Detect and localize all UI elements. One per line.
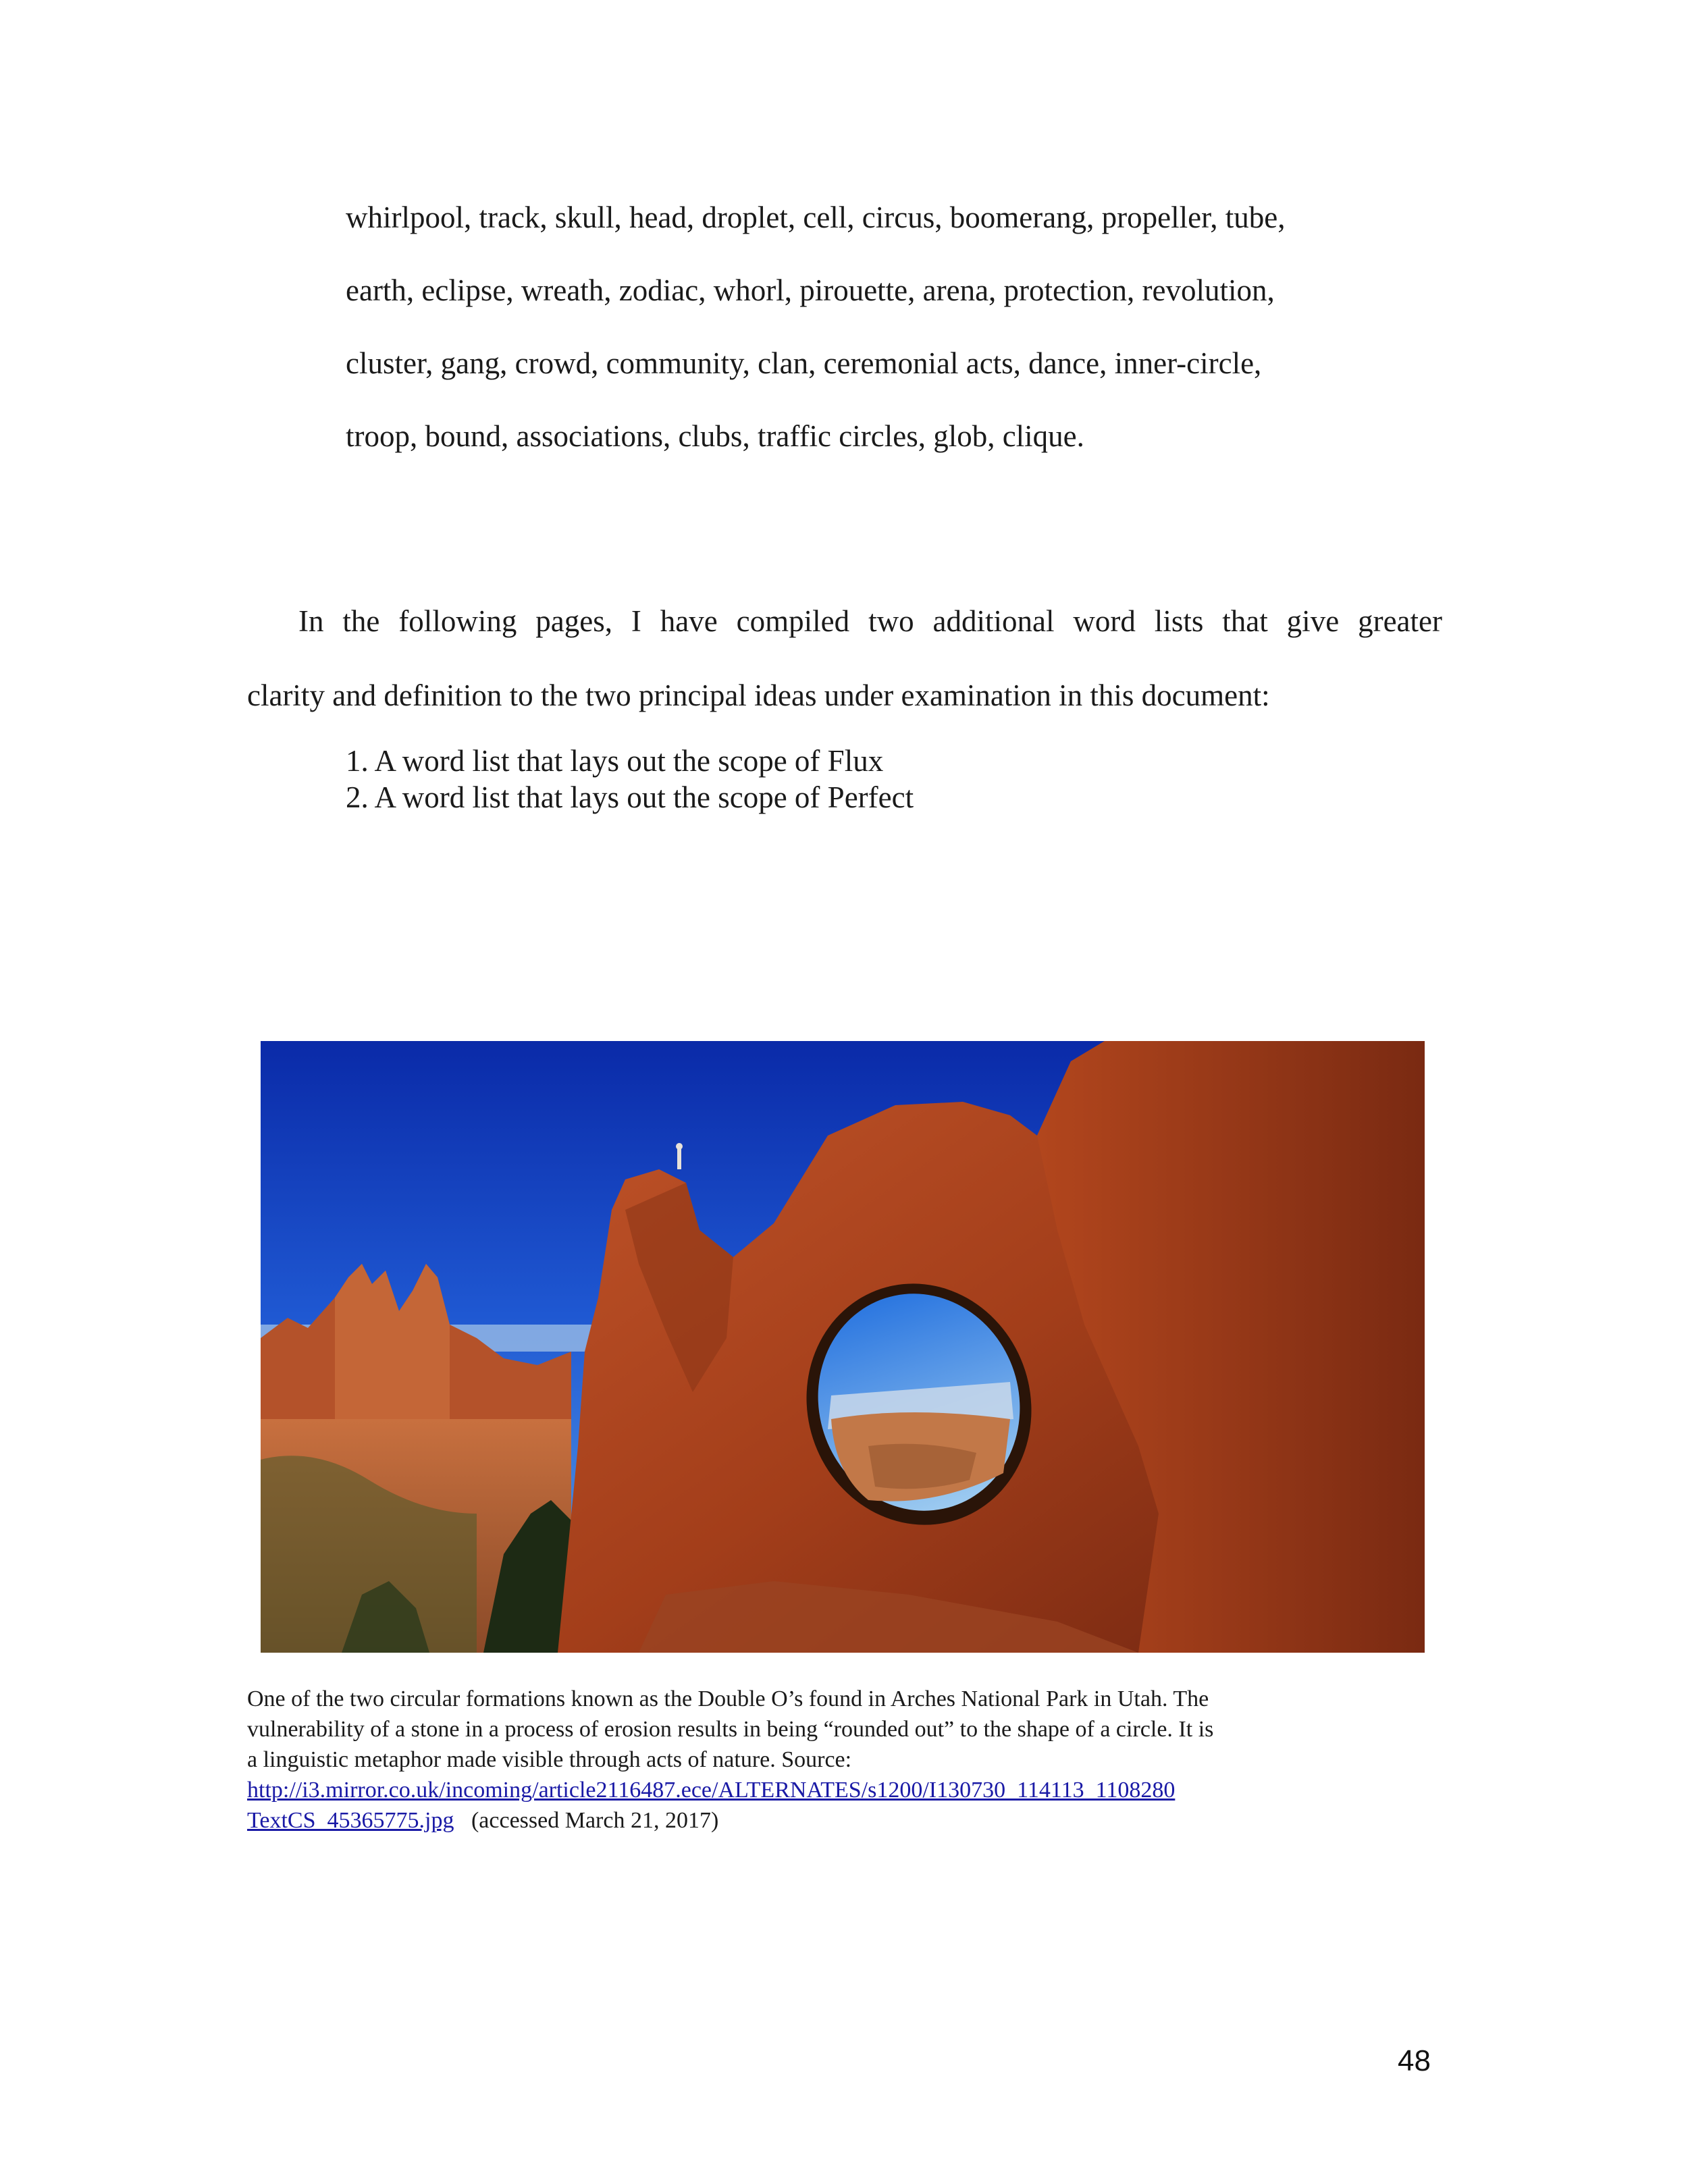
caption-source-link-line	[247, 1775, 1442, 1805]
word-lists-numbered-list	[346, 743, 914, 816]
caption-line: One of the two circular formations known as the Double O’s found in Arches National Park in Utah. The	[247, 1686, 1209, 1711]
accessed-date: (accessed March 21, 2017)	[471, 1808, 719, 1833]
source-link[interactable]: TextCS_45365775.jpg	[247, 1808, 454, 1833]
word-list-continued	[346, 181, 1453, 473]
caption-line: vulnerability of a stone in a process of erosion results in being “rounded out” to the shape of a circle. It is	[247, 1717, 1214, 1742]
photo-caption	[247, 1684, 1442, 1836]
word-list-line: whirlpool, track, skull, head, droplet, cell, circus, boomerang, propeller, tube,	[346, 201, 1286, 234]
list-item-perfect: 2. A word list that lays out the scope of Perfect	[346, 780, 914, 814]
intro-paragraph-line: In the following pages, I have compiled two additional word lists that give greater	[298, 604, 1442, 638]
source-link[interactable]: http://i3.mirror.co.uk/incoming/article2116487.ece/ALTERNATES/s1200/I130730_114113_1108280	[247, 1778, 1176, 1803]
word-list-line: earth, eclipse, wreath, zodiac, whorl, pirouette, arena, protection, revolution,	[346, 273, 1275, 307]
intro-paragraph	[247, 587, 1442, 736]
word-list-line: troop, bound, associations, clubs, traffic circles, glob, clique.	[346, 419, 1084, 453]
caption-line: a linguistic metaphor made visible through acts of nature. Source:	[247, 1747, 852, 1772]
list-item-flux: 1. A word list that lays out the scope of Flux	[346, 744, 884, 778]
caption-source-link-line	[247, 1805, 1442, 1836]
intro-paragraph-line: clarity and definition to the two principal ideas under examination in this document:	[247, 678, 1270, 712]
page-number: 48	[1398, 2044, 1431, 2073]
double-o-arch-photo	[261, 1041, 1425, 1653]
word-list-line: cluster, gang, crowd, community, clan, ceremonial acts, dance, inner-circle,	[346, 346, 1262, 380]
